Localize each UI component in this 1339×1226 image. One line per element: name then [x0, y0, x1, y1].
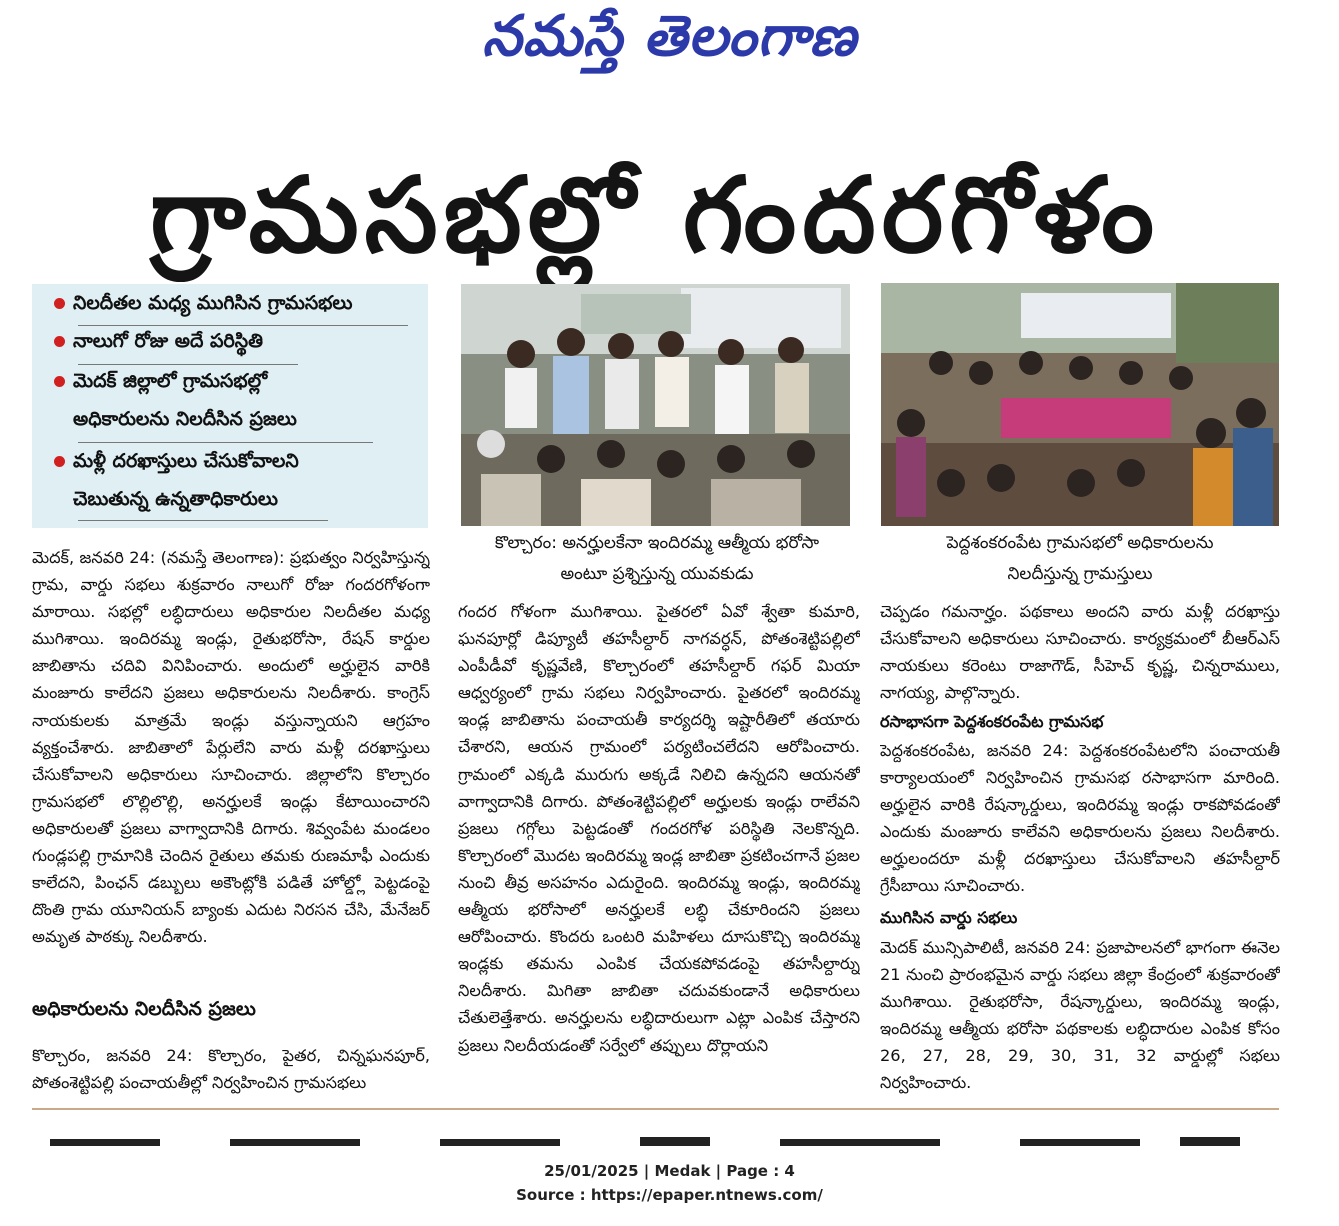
photo-kolcharam-image [461, 284, 850, 526]
divider [78, 364, 298, 365]
footer-source-line: Source : https://epaper.ntnews.com/ [516, 1186, 823, 1204]
divider [78, 325, 408, 326]
bullet-dot-icon [54, 376, 65, 387]
bullet-dot-icon [54, 456, 65, 467]
masthead-logo: నమస్తే తెలంగాణ [482, 4, 857, 69]
article-column-3-mid [880, 737, 1280, 907]
subheading: రసాభాసగా పెద్దశంకరంపేట గ్రామసభ [880, 712, 1104, 731]
highlight-item-cont: చెబుతున్న ఉన్నతాధికారులు [73, 488, 278, 510]
bullet-dot-icon [54, 298, 65, 309]
highlight-item-cont: అధికారులను నిలదీసిన ప్రజలు [73, 408, 297, 430]
article-paragraph: పెద్దశంకరంపేట, జనవరి 24: పెద్దశంకరంపేటలోని పంచాయతీ కార్యాలయంలో నిర్వహించిన గ్రామసభ రసాభాసగా మారింది. అర్హులైన వారికి రేషన్కార్డులు, ఇందిరమ్మ ఇండ్లు రాకపోవడంతో ఎందుకు మంజూరు కాలేవని అధికారులను ప్రజలు నిలదీశారు. అర్హులందరూ మళ్లీ దరఖాస్తులు చేసుకోవాలని తహసీల్దార్ గ్రేసీబాయి సూచించారు. [880, 741, 1280, 896]
divider [78, 520, 328, 521]
photo-peddashankarampet-caption: పెద్దశంకరంపేట గ్రామసభలో అధికారులను నిలదీస్తున్న గ్రామస్తులు [946, 533, 1214, 584]
divider [32, 1108, 1279, 1110]
highlight-item: నాలుగో రోజు అదే పరిస్థితి [54, 330, 263, 357]
divider [78, 442, 373, 443]
photo-kolcharam [461, 284, 850, 526]
article-paragraph: మెదక్ మున్సిపాలిటీ, జనవరి 24: ప్రజాపాలనలో భాగంగా ఈనెల 21 నుంచి ప్రారంభమైన వార్డు సభలు జిల్లా కేంద్రంలో శుక్రవారంతో ముగిశాయి. రైతుభరోసా, రేషన్కార్డులు, ఇందిరమ్మ ఇండ్లు, ఇందిరమ్మ ఆత్మీయ భరోసా పథకాలకు లబ్ధిదారుల ఎంపిక కోసం 26, 27, 28, 29, 30, 31, 32 వార్డుల్లో సభలు నిర్వహించారు. [880, 938, 1280, 1093]
article-column-3-end [880, 934, 1280, 1098]
highlight-item: మెదక్ జిల్లాలో గ్రామసభల్లో [54, 370, 267, 397]
article-paragraph: కొల్చారం, జనవరి 24: కొల్చారం, పైతర, చిన్నఘనపూర్, పోతంశెట్టిపల్లి పంచాయతీల్లో నిర్వహించిన గ్రామసభలు [32, 1046, 430, 1093]
article-column-1-cont [32, 1042, 430, 1098]
bullet-dot-icon [54, 336, 65, 347]
subheading: అధికారులను నిలదీసిన ప్రజలు [32, 998, 256, 1020]
subheading: ముగిసిన వార్డు సభలు [880, 908, 1018, 927]
highlights-box [32, 284, 428, 528]
photo-peddashankarampet-image [881, 283, 1279, 526]
article-column-2 [458, 598, 860, 1098]
highlight-item: నిలదీతల మధ్య ముగిసిన గ్రామసభలు [54, 292, 352, 319]
article-paragraph: మెదక్, జనవరి 24: (నమస్తే తెలంగాణ): ప్రభుత్వం నిర్వహిస్తున్న గ్రామ, వార్డు సభలు శుక్రవారం నాలుగో రోజు గందరగోళంగా మారాయి. సభల్లో లబ్ధిదారులు అధికారుల నిలదీతల మధ్య ముగిశాయి. ఇందిరమ్మ ఇండ్లు, రైతుభరోసా, రేషన్ కార్డుల జాబితాను చదివి వినిపించారు. అందులో అర్హులైన వారికి మంజూరు కాలేదని ప్రజలు అధికారులను నిలదీశారు. కాంగ్రెస్ నాయకులకు మాత్రమే ఇండ్లు వస్తున్నాయని ఆగ్రహం వ్యక్తంచేశారు. జాబితాలో పేర్లులేని వారు మళ్లీ దరఖాస్తులు చేసుకోవాలని అధికారులు సూచించారు. జిల్లాలోని కొల్చారం గ్రామసభలో లొల్లిలొల్లి, అనర్హులకే ఇండ్లు కేటాయించారని అధికారులతో ప్రజలు వాగ్వాదానికి దిగారు. శివ్వంపేట మండలం గుండ్లపల్లి గ్రామానికి చెందిన రైతులు తమకు రుణమాఫీ ఎందుకు కాలేదని, పింఛన్ డబ్బులు అకౌంట్లోకి పడితే హోల్డ్లో పెట్టడంపై దొంతి గ్రామ యూనియన్ బ్యాంకు ఎదుట నిరసన చేసి, మేనేజర్ అమృత పాఠక్కు నిలదీశారు. [32, 548, 430, 947]
article-paragraph: గందర గోళంగా ముగిశాయి. పైతరలో ఏవో శ్వేతా కుమారి, ఘనపూర్లో డిప్యూటీ తహసీల్దార్ నాగవర్ధన్, పోతంశెట్టిపల్లిలో ఎంపీడీవో కృష్ణవేణి, కొల్చారంలో తహసీల్దార్ గఫర్ మియా ఆధ్వర్యంలో గ్రామ సభలు నిర్వహించారు. పైతరలో ఇందిరమ్మ ఇండ్ల జాబితాను పంచాయతీ కార్యదర్శి ఇష్టారీతిలో తయారు చేశారని, ఆయన గ్రామంలో పర్యటించలేదని ఆరోపించారు. గ్రామంలో ఎక్కడి మురుగు అక్కడే నిలిచి ఉన్నదని ఆయనతో వాగ్వాదానికి దిగారు. పోతంశెట్టిపల్లిలో అర్హులకు ఇండ్లు రాలేవని ప్రజలు గగ్గోలు పెట్టడంతో గందరగోళ పరిస్థితి నెలకొన్నది. కొల్చారంలో మొదట ఇందిరమ్మ ఇండ్ల జాబితా ప్రకటించగానే ప్రజల నుంచి తీవ్ర అసహనం ఎదురైంది. ఇందిరమ్మ ఇండ్లు, ఇందిరమ్మ ఆత్మీయ భరోసాలో అనర్హులకే లబ్ధి చేకూరిందని ప్రజలు ఆరోపించారు. కొందరు ఒంటరి మహిళలు దూసుకొచ్చి ఇందిరమ్మ ఇండ్లకు తమను ఎంపిక చేయకపోవడంపై తహసీల్దార్ను నిలదీశారు. మిగితా జాబితా చదువకుండానే అధికారులు చేతులెత్తేశారు. అనర్హులను లబ్ధిదారులుగా ఎట్లా ఎంపిక చేస్తారని ప్రజలు నిలదీయడంతో సర్వేలో తప్పులు దొర్లాయని [458, 602, 860, 1055]
article-column-3 [880, 598, 1280, 708]
photo-peddashankarampet [881, 283, 1279, 526]
article-paragraph: చెప్పడం గమనార్హం. పథకాలు అందని వారు మళ్లీ దరఖాస్తు చేసుకోవాలని అధికారులు సూచించారు. కార్యక్రమంలో బీఆర్ఎస్ నాయకులు కరెంటు రాజాగౌడ్, సీహెచ్ కృష్ణ, చిన్నరాములు, నాగయ్య, పాల్గొన్నారు. [880, 602, 1280, 703]
next-headline-fragment-shape [40, 1137, 1280, 1146]
footer-date-line: 25/01/2025 | Medak | Page : 4 [544, 1162, 795, 1180]
article-column-1 [32, 544, 430, 992]
photo-kolcharam-caption: కొల్చారం: అనర్హులకేనా ఇందిరమ్మ ఆత్మీయ భరోసా అంటూ ప్రశ్నిస్తున్న యువకుడు [494, 533, 820, 584]
next-headline-fragment [40, 1134, 1280, 1146]
highlight-item: మళ్లీ దరఖాస్తులు చేసుకోవాలని [54, 450, 299, 477]
headline: గ్రామసభల్లో గందరగోళం [150, 154, 1160, 276]
